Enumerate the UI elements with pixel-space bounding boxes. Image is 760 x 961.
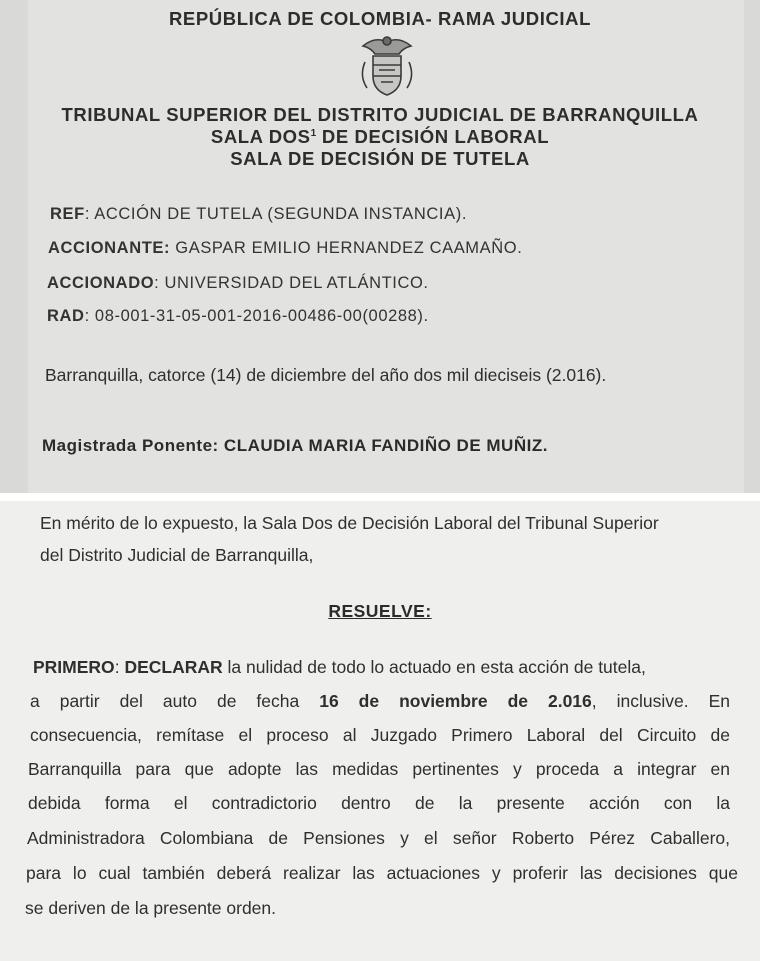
accionado-value: : UNIVERSIDAD DEL ATLÁNTICO. [154, 274, 429, 292]
ponente-label: Magistrada Ponente: [42, 436, 224, 455]
accionante-value: GASPAR EMILIO HERNANDEZ CAAMAÑO. [170, 239, 523, 257]
ponente-line [42, 436, 548, 456]
p2-end: , inclusive. En [591, 691, 730, 711]
sala-prefix: SALA DOS [210, 126, 311, 147]
sala-suffix: DE DECISIÓN LABORAL [316, 126, 550, 147]
tutela-heading: SALA DE DECISIÓN DE TUTELA [230, 148, 530, 169]
ref-value: : ACCIÓN DE TUTELA (SEGUNDA INSTANCIA). [84, 205, 467, 223]
paragraph-line-6: Administradora Colombiana de Pensiones y el señor Roberto Pérez Caballero, [27, 828, 730, 848]
accionado-line [47, 274, 429, 293]
ref-label: REF [50, 205, 85, 223]
intro-line-2: del Distrito Judicial de Barranquilla, [40, 545, 314, 565]
date-line: Barranquilla, catorce (14) de diciembre del año dos mil dieciseis (2.016). [45, 365, 607, 385]
declarar-word: DECLARAR [124, 657, 223, 677]
paragraph-line-5: debida forma el contradictorio dentro de la presente acción con la [28, 793, 730, 813]
ponente-name: CLAUDIA MARIA FANDIÑO DE MUÑIZ. [223, 436, 548, 455]
primero-label: PRIMERO [33, 657, 115, 677]
accionante-label: ACCIONANTE: [48, 239, 171, 257]
paragraph-line-2 [30, 691, 730, 712]
primero-line [33, 657, 729, 678]
resuelve-text: RESUELVE: [328, 601, 432, 621]
accionante-line [48, 239, 522, 258]
image-divider [0, 493, 760, 501]
paragraph-line-8: se deriven de la presente orden. [25, 898, 276, 918]
paragraph-line-4: Barranquilla para que adopte las medidas pertinentes y proceda a integrar en [28, 759, 730, 779]
rad-value: : 08-001-31-05-001-2016-00486-00(00288). [84, 307, 429, 325]
p2-start: a partir del auto de fecha [30, 691, 320, 711]
resuelve-heading [0, 601, 760, 622]
footnote-marker: 1 [310, 128, 317, 139]
paragraph-line-7: para lo cual también deberá realizar las actuaciones y proferir las decisiones que [26, 863, 738, 883]
republic-heading: REPÚBLICA DE COLOMBIA- RAMA JUDICIAL [168, 8, 592, 29]
date-bold: 16 de noviembre de 2.016 [319, 691, 592, 711]
primero-colon: : [114, 657, 120, 677]
rad-label: RAD [47, 307, 85, 325]
primero-rest: la nulidad de todo lo actuado en esta acción de tutela, [222, 657, 646, 677]
sala-heading [0, 126, 760, 148]
rad-line [47, 307, 429, 326]
tribunal-heading: TRIBUNAL SUPERIOR DEL DISTRITO JUDICIAL DE BARRANQUILLA [61, 104, 699, 125]
coat-of-arms-icon [355, 32, 419, 98]
ref-line [50, 205, 467, 224]
intro-line-1: En mérito de lo expuesto, la Sala Dos de Decisión Laboral del Tribunal Superior [40, 513, 659, 533]
paragraph-line-3: consecuencia, remítase el proceso al Juzgado Primero Laboral del Circuito de [30, 725, 730, 745]
resolution-panel [0, 501, 760, 961]
accionado-label: ACCIONADO [47, 274, 155, 292]
